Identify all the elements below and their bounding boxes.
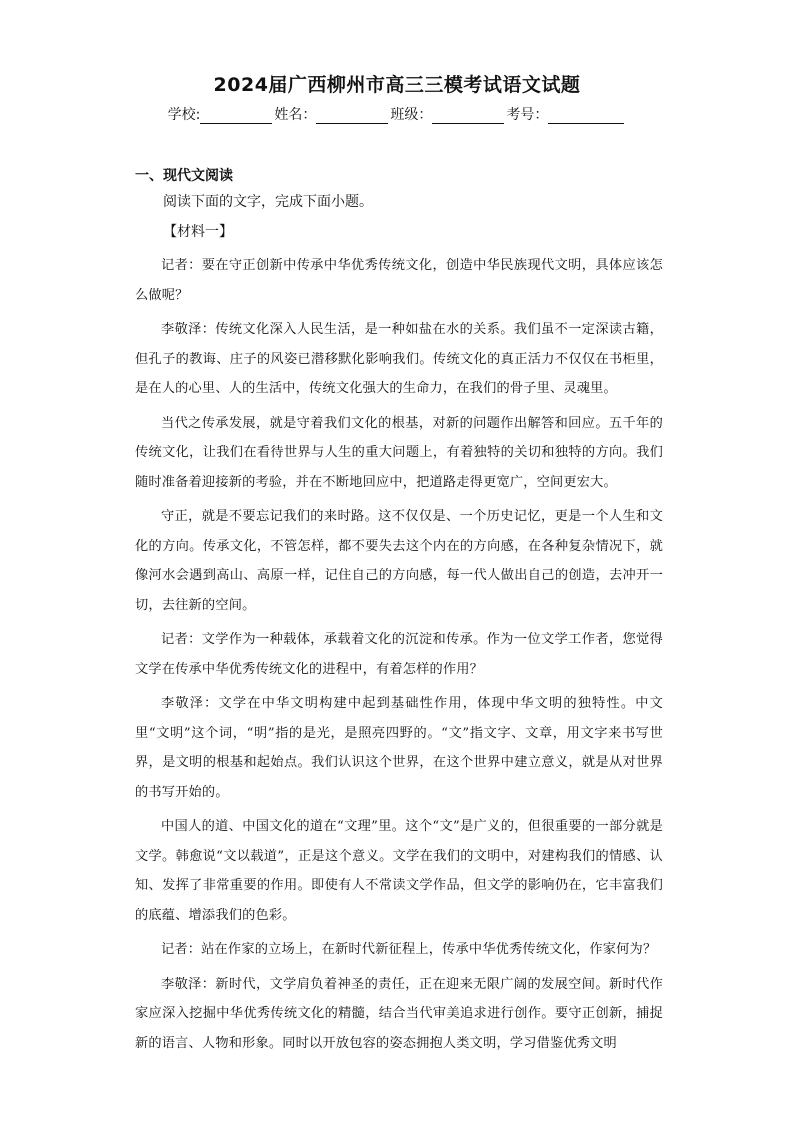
passage-paragraph: 李敬泽：传统文化深入人民生活，是一种如盐在水的关系。我们虽不一定深读古籍，但孔子的教诲、庄子的风姿已潜移默化影响我们。传统文化的真正活力不仅仅在书柜里，是在人的心里、人的生活中，传统文化强大的生命力，在我们的骨子里、灵魂里。 bbox=[135, 322, 663, 396]
section-instruction: 阅读下面的文字，完成下面小题。 bbox=[163, 194, 373, 210]
passage-paragraph: 守正，就是不要忘记我们的来时路。这不仅仅是、一个历史记忆，更是一个人生和文化的方向。传承文化，不管怎样，都不要失去这个内在的方向感，在各种复杂情况下，就像河水会遇到高山、高原一样，记住自己的方向感，每一代人做出自己的创造，去冲开一切，去往新的空间。 bbox=[135, 509, 663, 613]
class-label: 班级： bbox=[390, 107, 433, 123]
passage-paragraph: 记者：站在作家的立场上，在新时代新征程上，传承中华优秀传统文化，作家何为？ bbox=[161, 942, 657, 957]
student-info-line bbox=[0, 104, 794, 124]
class-blank[interactable] bbox=[432, 107, 504, 124]
passage-paragraph: 李敬泽：新时代，文学肩负着神圣的责任，正在迎来无限广阔的发展空间。新时代作家应深入挖掘中华优秀传统文化的精髓，结合当代审美追求进行创作。要守正创新，捕捉新的语言、人物和形象。同时以开放包容的姿态拥抱人类文明，学习借鉴优秀文明 bbox=[135, 976, 663, 1051]
exam-number-blank[interactable] bbox=[548, 107, 624, 124]
passage-paragraph: 中国人的道、中国文化的道在“文理”里。这个“文”是广义的，但很重要的一部分就是文学。韩愈说“文以载道”，正是这个意义。文学在我们的文明中，对建构我们的情感、认知、发挥了非常重要的作用。即使有人不常读文学作品，但文学的影响仍在，它丰富我们的底蕴、增添我们的色彩。 bbox=[135, 819, 663, 923]
school-label: 学校: bbox=[167, 107, 201, 123]
reading-section bbox=[135, 165, 663, 1063]
name-label: 姓名： bbox=[274, 107, 317, 123]
section-heading: 一、现代文阅读 bbox=[135, 168, 233, 184]
passage-paragraph: 李敬泽：文学在中华文明构建中起到基础性作用，体现中华文明的独特性。中文里“文明”这个词，“明”指的是光，是照亮四野的。“文”指文字、文章，用文字来书写世界，是文明的根基和起始点。我们认识这个世界，在这个世界中建立意义，就是从对世界的书写开始的。 bbox=[135, 696, 663, 800]
passage-paragraph: 当代之传承发展，就是守着我们文化的根基，对新的问题作出解答和回应。五千年的传统文化，让我们在看待世界与人生的重大问题上，有着独特的关切和独特的方向。我们随时准备着迎接新的考验，并在不断地回应中，把道路走得更宽广，空间更宏大。 bbox=[135, 415, 663, 490]
passage-paragraph: 记者：文学作为一种载体，承载着文化的沉淀和传承。作为一位文学工作者，您觉得文学在传承中华优秀传统文化的进程中，有着怎样的作用？ bbox=[135, 632, 663, 677]
passage-paragraph: 记者：要在守正创新中传承中华优秀传统文化，创造中华民族现代文明，具体应该怎么做呢？ bbox=[135, 258, 663, 303]
material-label: 【材料一】 bbox=[163, 224, 233, 240]
school-blank[interactable] bbox=[200, 107, 272, 124]
name-blank[interactable] bbox=[316, 107, 388, 124]
page-title: 2024届广西柳州市高三三模考试语文试题 bbox=[213, 74, 581, 96]
exam-number-label: 考号： bbox=[506, 107, 549, 123]
